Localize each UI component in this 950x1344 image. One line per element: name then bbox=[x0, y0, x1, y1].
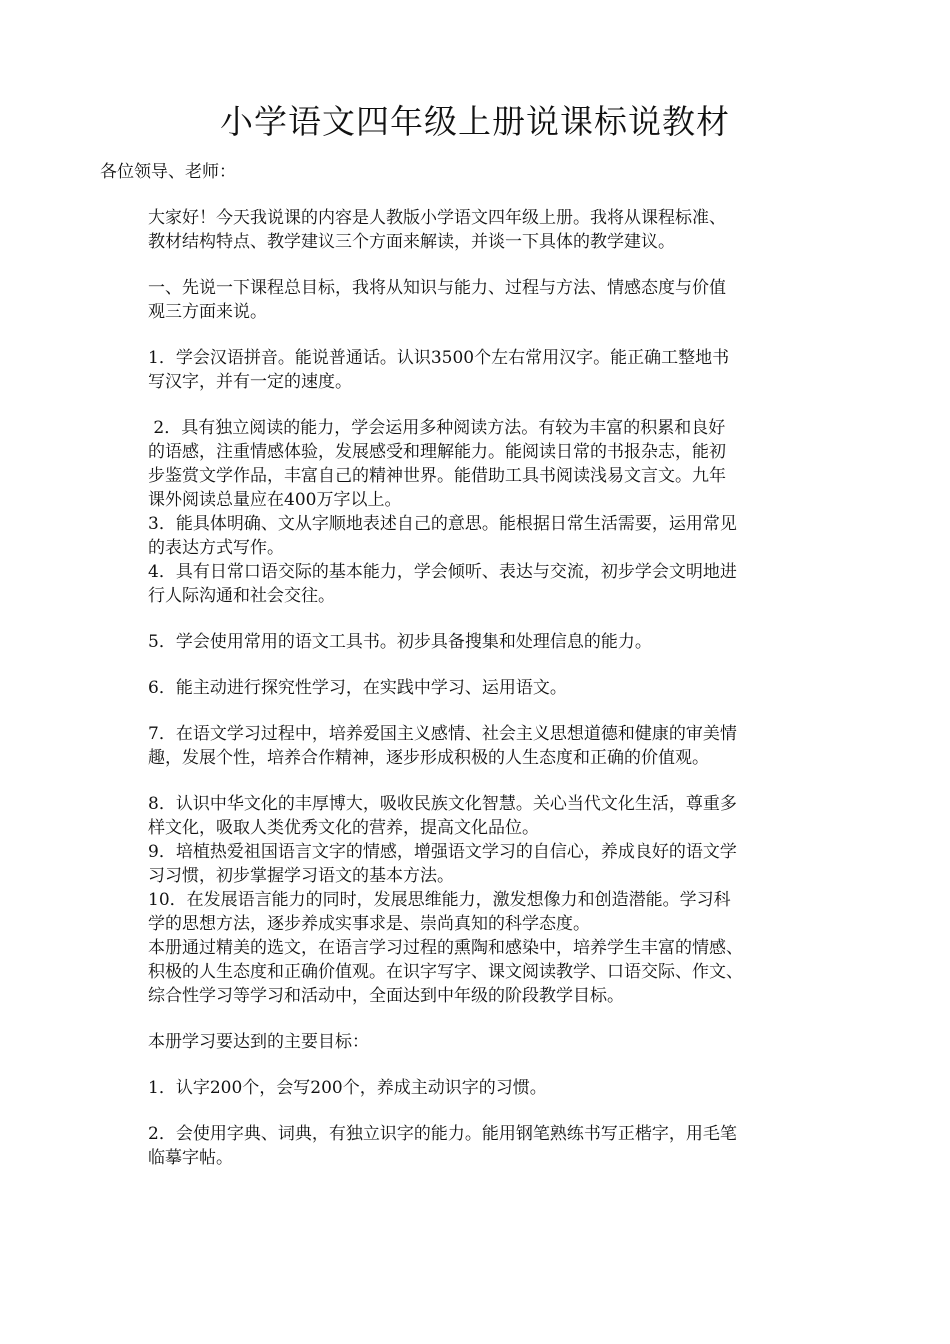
document-title: 小学语文四年级上册说课标说教材 bbox=[220, 102, 730, 141]
paragraph-spacer bbox=[148, 254, 814, 276]
paragraph-spacer bbox=[148, 324, 814, 346]
paragraph: 6．能主动进行探究性学习，在实践中学习、运用语文。 bbox=[148, 678, 567, 698]
paragraph: 7．在语文学习过程中，培养爱国主义感情、社会主义思想道德和健康的审美情 趣，发展个性，培养合作精神，逐步形成积极的人生态度和正确的价值观。 bbox=[148, 724, 737, 768]
paragraph: 4．具有日常口语交际的基本能力，学会倾听、表达与交流，初步学会文明地进 行人际沟通和社会交往。 bbox=[148, 562, 737, 606]
paragraph: 1．学会汉语拼音。能说普通话。认识3500个左右常用汉字。能正确工整地书 写汉字，并有一定的速度。 bbox=[148, 348, 730, 392]
paragraph-spacer bbox=[148, 1008, 814, 1030]
greeting-line: 各位领导、老师： bbox=[100, 162, 236, 182]
paragraph: 5．学会使用常用的语文工具书。初步具备搜集和处理信息的能力。 bbox=[148, 632, 652, 652]
paragraph: 3．能具体明确、文从字顺地表述自己的意思。能根据日常生活需要，运用常见 的表达方式写作。 bbox=[148, 514, 737, 558]
paragraph: 1．认字200个，会写200个，养成主动识字的习惯。 bbox=[148, 1078, 547, 1098]
paragraph-spacer bbox=[148, 1100, 814, 1122]
paragraph-spacer bbox=[148, 1054, 814, 1076]
paragraph: 2．会使用字典、词典，有独立识字的能力。能用钢笔熟练书写正楷字，用毛笔 临摹字帖。 bbox=[148, 1124, 737, 1168]
paragraph: 9．培植热爱祖国语言文字的情感，增强语文学习的自信心，养成良好的语文学 习习惯，初步掌握学习语文的基本方法。 bbox=[148, 842, 737, 886]
paragraph: 2．具有独立阅读的能力，学会运用多种阅读方法。有较为丰富的积累和良好 的语感，注重情感体验，发展感受和理解能力。能阅读日常的书报杂志，能初 步鉴赏文学作品，丰富自己的精神世界。能借助工具书阅读浅易文言文。九年 课外阅读总量应在400万字以上。 bbox=[148, 418, 726, 510]
paragraph: 本册通过精美的选文，在语言学习过程的熏陶和感染中，培养学生丰富的情感、 积极的人生态度和正确价值观。在识字写字、课文阅读教学、口语交际、作文、 综合性学习等学习和活动中，全面达到中年级的阶段教学目标。 bbox=[148, 938, 743, 1006]
paragraph-spacer bbox=[148, 608, 814, 630]
paragraph: 本册学习要达到的主要目标： bbox=[148, 1032, 369, 1052]
document-body bbox=[148, 206, 814, 1170]
paragraph: 8．认识中华文化的丰厚博大，吸收民族文化智慧。关心当代文化生活，尊重多 样文化，吸取人类优秀文化的营养，提高文化品位。 bbox=[148, 794, 737, 838]
paragraph: 一、先说一下课程总目标，我将从知识与能力、过程与方法、情感态度与价值 观三方面来说。 bbox=[148, 278, 726, 322]
paragraph-spacer bbox=[148, 700, 814, 722]
paragraph-spacer bbox=[148, 654, 814, 676]
paragraph: 10．在发展语言能力的同时，发展思维能力，激发想像力和创造潜能。学习科 学的思想方法，逐步养成实事求是、崇尚真知的科学态度。 bbox=[148, 890, 731, 934]
paragraph-spacer bbox=[148, 770, 814, 792]
paragraph-spacer bbox=[148, 394, 814, 416]
paragraph: 大家好！今天我说课的内容是人教版小学语文四年级上册。我将从课程标准、 教材结构特点、教学建议三个方面来解读，并谈一下具体的教学建议。 bbox=[148, 208, 726, 252]
